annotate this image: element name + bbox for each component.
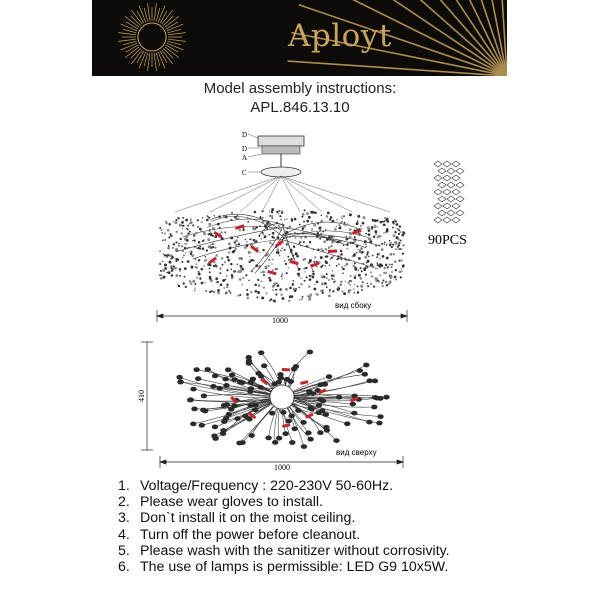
crystal-part-detail	[434, 161, 464, 223]
part-label-d: D	[242, 131, 248, 139]
brand-logo: Aployt	[288, 18, 392, 54]
suspension-wires	[175, 176, 390, 212]
side-view-label: вид сбоку	[335, 301, 372, 310]
part-label-c: C	[242, 169, 247, 177]
brand-header	[92, 0, 507, 76]
top-depth-label: 410	[137, 390, 146, 402]
part-count: 90PCS	[428, 233, 467, 248]
instruction-item: 5. Please wash with the sanitizer without corrosivity.	[118, 542, 450, 559]
instruction-item: 2. Please wear gloves to install.	[118, 494, 323, 511]
instructions-list	[118, 478, 588, 575]
page-title: Model assembly instructions:	[203, 80, 397, 97]
top-view-label: вид сверху	[336, 448, 377, 457]
part-label-a: A	[242, 154, 248, 162]
instruction-item: 3. Don`t install it on the moist ceiling.	[118, 510, 356, 527]
instruction-item: 4. Turn off the power before cleanout.	[118, 526, 361, 543]
part-label-d2: D	[242, 145, 248, 153]
chandelier-drawing	[0, 120, 600, 475]
top-width-label: 1000	[274, 463, 290, 472]
instruction-item: 1. Voltage/Frequency : 220-230V 50-60Hz.	[118, 478, 394, 494]
side-width-label: 1000	[272, 316, 288, 325]
top-view-hub	[270, 385, 294, 409]
instruction-item: 6. The use of lamps is permissible: LED G9 10x5W.	[118, 559, 449, 576]
ceiling-canopy	[248, 134, 304, 177]
model-number: APL.846.13.10	[250, 99, 350, 116]
side-view-crystals	[159, 208, 405, 302]
